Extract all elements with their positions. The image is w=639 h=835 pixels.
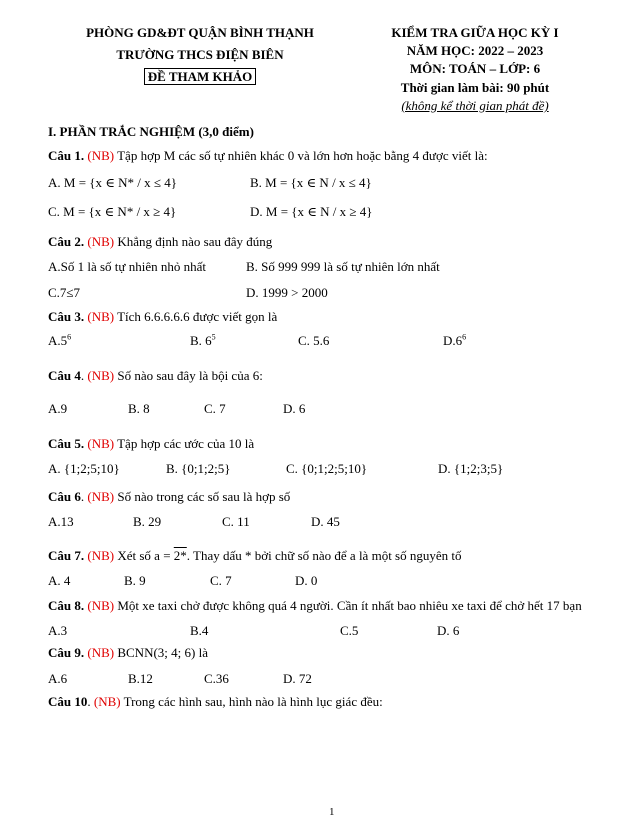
header-school: TRƯỜNG THCS ĐIỆN BIÊN xyxy=(116,47,284,62)
option-b[interactable]: B. {0;1;2;5} xyxy=(166,461,231,476)
question-level: (NB) xyxy=(87,548,115,563)
option-b[interactable]: B. 29 xyxy=(133,514,162,529)
option-text: B. 6 xyxy=(190,333,212,348)
option-c[interactable]: C.36 xyxy=(204,671,229,686)
option-d[interactable]: D. 6 xyxy=(283,401,306,416)
section-title: I. PHẦN TRẮC NGHIỆM (3,0 điểm) xyxy=(48,124,254,139)
header-time-note: (không kể thời gian phát đề) xyxy=(401,98,549,113)
option-text: A.5 xyxy=(48,333,68,348)
header-exam-title: KIỂM TRA GIỮA HỌC KỲ I xyxy=(391,25,559,40)
option-b[interactable]: B. 9 xyxy=(124,573,146,588)
question-text: Số nào sau đây là bội của 6: xyxy=(117,368,263,383)
option-a[interactable] xyxy=(48,333,71,349)
option-c[interactable]: C.7≤7 xyxy=(48,285,81,300)
option-b[interactable]: B.12 xyxy=(128,671,153,686)
option-text: C. 5.6 xyxy=(298,333,330,348)
option-b[interactable]: B. 8 xyxy=(128,401,150,416)
option-a[interactable]: A. 4 xyxy=(48,573,71,588)
question-text-before: Xét số a = xyxy=(117,548,174,563)
question-text: Khẳng định nào sau đây đúng xyxy=(117,234,273,249)
question-9 xyxy=(48,645,208,661)
option-a[interactable]: A.6 xyxy=(48,671,68,686)
option-exponent: 5 xyxy=(211,332,216,342)
header-exam-type: ĐỀ THAM KHẢO xyxy=(144,68,257,85)
question-level: (NB) xyxy=(87,368,115,383)
question-level: (NB) xyxy=(87,148,115,163)
option-d[interactable]: D. 6 xyxy=(437,623,460,638)
option-d[interactable]: D. {1;2;3;5} xyxy=(438,461,504,476)
question-text: Trong các hình sau, hình nào là hình lục giác đều: xyxy=(123,694,383,709)
question-level: (NB) xyxy=(87,309,115,324)
question-label: Câu 2. xyxy=(48,234,85,249)
page-number: 1 xyxy=(329,806,335,818)
option-exponent: 6 xyxy=(462,332,467,342)
question-label: Câu 7. xyxy=(48,548,85,563)
question-level: (NB) xyxy=(87,598,115,613)
option-b[interactable]: B.4 xyxy=(190,623,209,638)
question-label: Câu 1. xyxy=(48,148,85,163)
option-d[interactable]: D. 0 xyxy=(295,573,318,588)
option-c[interactable]: C.5 xyxy=(340,623,359,638)
option-d[interactable]: D. 72 xyxy=(283,671,312,686)
header-school-year: NĂM HỌC: 2022 – 2023 xyxy=(406,43,544,58)
option-d[interactable] xyxy=(443,333,466,349)
option-exponent: 6 xyxy=(67,332,72,342)
option-c[interactable]: C. 11 xyxy=(222,514,250,529)
question-level: (NB) xyxy=(93,694,121,709)
option-c[interactable]: C. 7 xyxy=(204,401,226,416)
question-label: Câu 3. xyxy=(48,309,85,324)
option-a[interactable]: A.3 xyxy=(48,623,68,638)
question-text: Tích 6.6.6.6.6 được viết gọn là xyxy=(117,309,278,324)
question-label: Câu 10 xyxy=(48,694,88,709)
question-2 xyxy=(48,234,272,250)
question-text: Một xe taxi chở được không quá 4 người. Cần ít nhất bao nhiêu xe taxi để chở hết 17 bạn xyxy=(117,598,582,613)
question-label: Câu 4 xyxy=(48,368,81,383)
question-4: Câu 4. (NB) Số nào sau đây là bội của 6: xyxy=(48,368,263,383)
option-c[interactable]: C. {0;1;2;5;10} xyxy=(286,461,368,476)
question-label: Câu 9. xyxy=(48,645,85,660)
option-c[interactable]: C. 7 xyxy=(210,573,232,588)
question-level: (NB) xyxy=(87,234,115,249)
question-level: (NB) xyxy=(87,645,115,660)
option-a[interactable]: A. {1;2;5;10} xyxy=(48,461,120,476)
question-label: Câu 8. xyxy=(48,598,85,613)
option-d[interactable]: D. M = {x ∈ N / x ≥ 4} xyxy=(250,204,373,219)
option-text: D.6 xyxy=(443,333,463,348)
overline-number: 2* xyxy=(173,548,187,563)
header-subject: MÔN: TOÁN – LỚP: 6 xyxy=(409,61,541,76)
header-exam-type-wrap xyxy=(70,69,330,85)
header-time: Thời gian làm bài: 90 phút xyxy=(400,80,550,95)
option-a[interactable]: A.13 xyxy=(48,514,74,529)
question-1 xyxy=(48,148,488,164)
option-a[interactable]: A. M = {x ∈ N* / x ≤ 4} xyxy=(48,175,178,190)
option-b[interactable]: B. Số 999 999 là số tự nhiên lớn nhất xyxy=(246,259,440,274)
option-c[interactable] xyxy=(298,333,329,349)
question-level: (NB) xyxy=(87,489,115,504)
question-text: Tập hợp các ước của 10 là xyxy=(117,436,255,451)
question-10: Câu 10. (NB) Trong các hình sau, hình nào là hình lục giác đều: xyxy=(48,694,383,709)
question-text-after: . Thay dấu * bởi chữ số nào để a là một số nguyên tố xyxy=(186,548,462,563)
option-d[interactable]: D. 1999 > 2000 xyxy=(246,285,328,300)
question-text: Tập hợp M các số tự nhiên khác 0 và lớn hơn hoặc bằng 4 được viết là: xyxy=(117,148,488,163)
option-b[interactable] xyxy=(190,333,216,349)
question-text: Số nào trong các số sau là hợp số xyxy=(117,489,291,504)
question-7 xyxy=(48,548,462,564)
question-6: Câu 6. (NB) Số nào trong các số sau là hợp số xyxy=(48,489,291,504)
question-label: Câu 5. xyxy=(48,436,85,451)
option-b[interactable]: B. M = {x ∈ N / x ≤ 4} xyxy=(250,175,372,190)
question-8 xyxy=(48,598,582,614)
option-d[interactable]: D. 45 xyxy=(311,514,340,529)
question-level: (NB) xyxy=(87,436,115,451)
option-a[interactable]: A.9 xyxy=(48,401,68,416)
question-text: BCNN(3; 4; 6) là xyxy=(117,645,208,660)
question-3 xyxy=(48,309,277,325)
option-a[interactable]: A.Số 1 là số tự nhiên nhỏ nhất xyxy=(48,259,206,274)
option-c[interactable]: C. M = {x ∈ N* / x ≥ 4} xyxy=(48,204,177,219)
question-label: Câu 6 xyxy=(48,489,81,504)
question-5 xyxy=(48,436,254,452)
header-department: PHÒNG GD&ĐT QUẬN BÌNH THẠNH xyxy=(86,25,314,40)
